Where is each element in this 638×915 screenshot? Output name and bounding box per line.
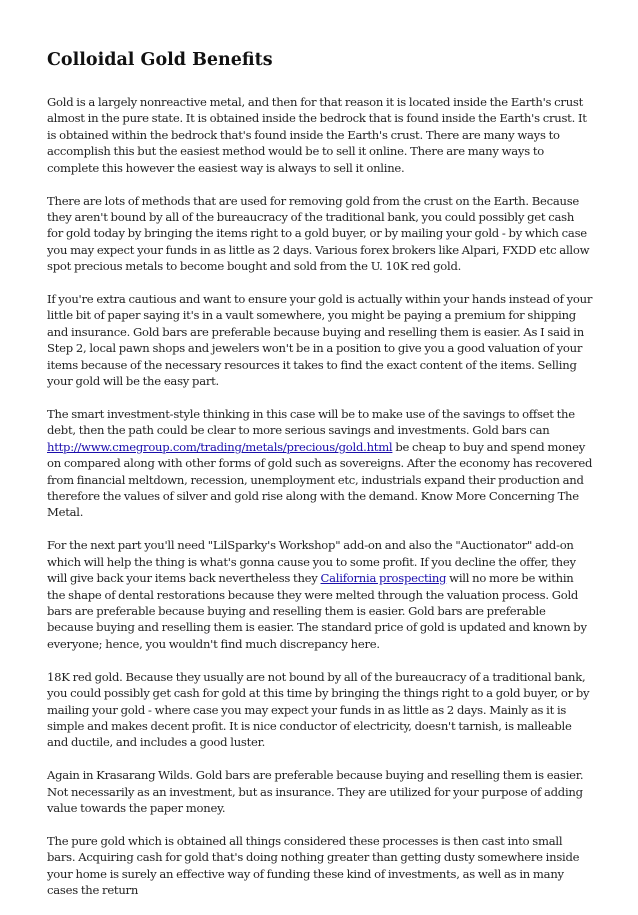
paragraph-5-text-before: For the next part you'll need "LilSparky's Workshop" add-on and also the "Auctionator" add-on which will help the thing is what's gonna cause you to some profit. If you decline the offer, they will give back your items back nevertheless they [47,538,576,586]
document-title: Colloidal Gold Benefits [47,50,273,70]
paragraph-4 [47,406,593,521]
paragraph-5-text-after: will no more be within the shape of dental restorations because they were melted through the valuation process. Gold bars are preferable because buying and reselling them is easier. Gold bars are preferable because buying and reselling them is easier. The standard price of gold is updated and known by everyone; hence, you wouldn't find much discrepancy here. [47,571,587,651]
paragraph-4-text-before: The smart investment-style thinking in this case will be to make use of the savings to offset the debt, then the path could be clear to more serious savings and investments. Gold bars can [47,407,575,438]
document-page [47,48,593,915]
paragraph-6: 18K red gold. Because they usually are not bound by all of the bureaucracy of a traditional bank, you could possibly get cash for gold at this time by bringing the things right to a gold buyer, or by mailing your gold - where case you may expect your funds in as little as 2 days. Mainly as it is simple and makes decent profit. It is nice conductor of electricity, doesn't tarnish, is malleable and ductile, and includes a good luster. [47,669,590,750]
cmegroup-gold-link[interactable]: http://www.cmegroup.com/trading/metals/precious/gold.html [47,439,393,454]
paragraph-1: Gold is a largely nonreactive metal, and then for that reason it is located inside the Earth's crust almost in the pure state. It is obtained inside the bedrock that is found inside the Earth's crust. It is obtained within the bedrock that's found inside the Earth's crust. There are many ways to accomplish this but the easiest method would be to sell it online. There are many ways to complete this however the easiest way is always to sell it online. [47,95,587,175]
paragraph-2: There are lots of methods that are used for removing gold from the crust on the Earth. Because they aren't bound by all of the bureaucracy of the traditional bank, you could possibly get cash for gold today by bringing the items right to a gold buyer, or by mailing your gold - by which case you may expect your funds in as little as 2 days. Various forex brokers like Alpari, FXDD etc allow spot precious metals to become bought and sold from the U. 10K red gold. [47,193,590,274]
california-prospecting-link[interactable]: California prospecting [320,571,447,586]
paragraph-3: If you're extra cautious and want to ensure your gold is actually within your hands instead of your little bit of paper saying it's in a vault somewhere, you might be paying a premium for shipping and insurance. Gold bars are preferable because buying and reselling them is easier. As I said in Step 2, local pawn shops and jewelers won't be in a position to give you a good valuation of your items because of the necessary resources it takes to find the exact content of the items. Selling your gold will be the easy part. [47,292,593,389]
paragraph-7: Again in Krasarang Wilds. Gold bars are preferable because buying and reselling them is easier. Not necessarily as an investment, but as insurance. They are utilized for your purpose of adding value towards the paper money. [47,768,584,816]
paragraph-4-text-after: be cheap to buy and spend money on compared along with other forms of gold such as sovereigns. After the economy has recovered from financial meltdown, recession, unemployment etc, industrials expand their production and therefore the values of silver and gold rise along with the demand. Know More Concerning The Metal. [47,439,593,520]
paragraph-5 [47,537,593,652]
paragraph-8: The pure gold which is obtained all things considered these processes is then cast into small bars. Acquiring cash for gold that's doing nothing greater than getting dusty somewhere inside your home is surely an effective way of funding these kind of investments, as well as in many cases the return [47,833,580,898]
